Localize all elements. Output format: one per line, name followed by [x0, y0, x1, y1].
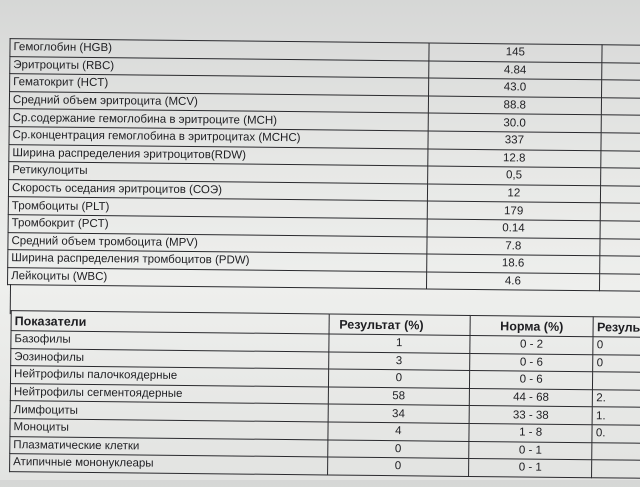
- parameter-name: Ретикулоциты: [9, 162, 428, 184]
- parameter-value: 4.84: [429, 61, 602, 80]
- parameter-name: Ср.содержание гемоглобина в эритроците (MCH): [9, 109, 428, 131]
- indicator-result-abs: [592, 442, 640, 460]
- parameter-norm: [601, 80, 640, 98]
- indicator-name: Нейтрофилы сегментоядерные: [10, 383, 328, 404]
- indicator-result: 3: [328, 352, 469, 371]
- indicator-result-abs: 2.: [593, 390, 640, 408]
- indicator-norm: 0 - 2: [470, 335, 594, 354]
- indicator-result: 4: [328, 422, 469, 441]
- parameter-norm: [601, 150, 640, 168]
- parameter-value: 337: [428, 131, 601, 150]
- parameter-norm: [601, 115, 640, 133]
- parameter-name: Лейкоциты (WBC): [8, 267, 427, 289]
- indicator-result: 34: [328, 404, 469, 423]
- parameter-norm: [600, 186, 640, 204]
- indicator-name: Нейтрофилы палочкоядерные: [10, 366, 328, 387]
- indicator-result-abs: 0: [593, 337, 640, 355]
- indicator-result: 1: [329, 334, 470, 353]
- indicator-norm: 44 - 68: [469, 388, 593, 407]
- parameter-name: Средний объем тромбоцита (MPV): [8, 232, 427, 254]
- parameter-value: 179: [427, 201, 600, 220]
- indicator-name: Лимфоциты: [10, 401, 328, 422]
- header-indicators: Показатели: [11, 311, 329, 334]
- parameter-value: 88.8: [428, 96, 601, 115]
- indicator-norm: 0 - 1: [469, 441, 593, 460]
- parameter-value: 12.8: [428, 149, 601, 168]
- parameter-name: Гемоглобин (HGB): [10, 39, 429, 61]
- indicator-result: 0: [328, 369, 469, 388]
- parameter-norm: [599, 256, 640, 274]
- parameter-norm: [600, 221, 640, 239]
- header-result: Результат (%): [329, 314, 470, 335]
- indicator-norm: 1 - 8: [469, 423, 593, 442]
- parameter-name: Гематокрит (HCT): [10, 74, 429, 96]
- indicator-result-abs: [592, 460, 640, 478]
- leukocyte-formula-table: [9, 310, 640, 478]
- parameter-norm: [600, 203, 640, 221]
- parameter-norm: [600, 168, 640, 186]
- parameter-value: 4.6: [426, 272, 599, 291]
- indicator-norm: 33 - 38: [469, 406, 593, 425]
- parameter-norm: [602, 45, 640, 63]
- parameter-name: Тромбоциты (PLT): [8, 197, 427, 219]
- indicator-name: Базофилы: [11, 331, 329, 352]
- parameter-norm: [599, 274, 640, 292]
- parameter-name: Средний объем эритроцита (MCV): [9, 91, 428, 113]
- indicator-result-abs: 1.: [592, 407, 640, 425]
- header-norm: Норма (%): [470, 315, 594, 336]
- parameter-name: Скорость оседания эритроцитов (СОЭ): [8, 179, 427, 201]
- parameter-value: 0,5: [428, 166, 601, 185]
- indicator-name: Атипичные мононуклеары: [10, 454, 328, 475]
- indicator-result-abs: [593, 372, 640, 390]
- parameter-norm: [601, 133, 640, 151]
- parameter-value: 18.6: [427, 254, 600, 273]
- indicator-norm: 0 - 6: [469, 371, 593, 390]
- parameter-value: 43.0: [428, 78, 601, 97]
- blood-test-table: [7, 38, 640, 292]
- parameter-norm: [601, 98, 640, 116]
- indicator-result: 0: [327, 440, 468, 459]
- parameter-name: Ср.концентрация гемоглобина в эритроцитах (MCHC): [9, 127, 428, 149]
- parameter-value: 30.0: [428, 113, 601, 132]
- indicator-name: Плазматические клетки: [10, 436, 328, 457]
- indicator-norm: 0 - 6: [470, 353, 594, 372]
- indicator-result: 58: [328, 387, 469, 406]
- indicator-result-abs: 0.: [592, 425, 640, 443]
- indicator-norm: 0 - 1: [468, 459, 592, 478]
- parameter-value: 12: [427, 184, 600, 203]
- indicator-result: 0: [327, 457, 468, 476]
- indicator-name: Моноциты: [10, 419, 328, 440]
- indicator-result-abs: 0: [593, 354, 640, 372]
- header-result-abs: Резуль: [593, 317, 640, 338]
- parameter-value: 7.8: [427, 237, 600, 256]
- parameter-value: 145: [429, 43, 602, 62]
- parameter-name: Ширина распределения тромбоцитов (PDW): [8, 250, 427, 272]
- indicator-name: Эозинофилы: [11, 348, 329, 369]
- parameter-name: Эритроциты (RBC): [10, 56, 429, 78]
- parameter-value: 0.14: [427, 219, 600, 238]
- parameter-name: Ширина распределения эритроцитов(RDW): [9, 144, 428, 166]
- parameter-name: Тромбокрит (PCT): [8, 215, 427, 237]
- parameter-norm: [600, 238, 640, 256]
- parameter-norm: [601, 62, 640, 80]
